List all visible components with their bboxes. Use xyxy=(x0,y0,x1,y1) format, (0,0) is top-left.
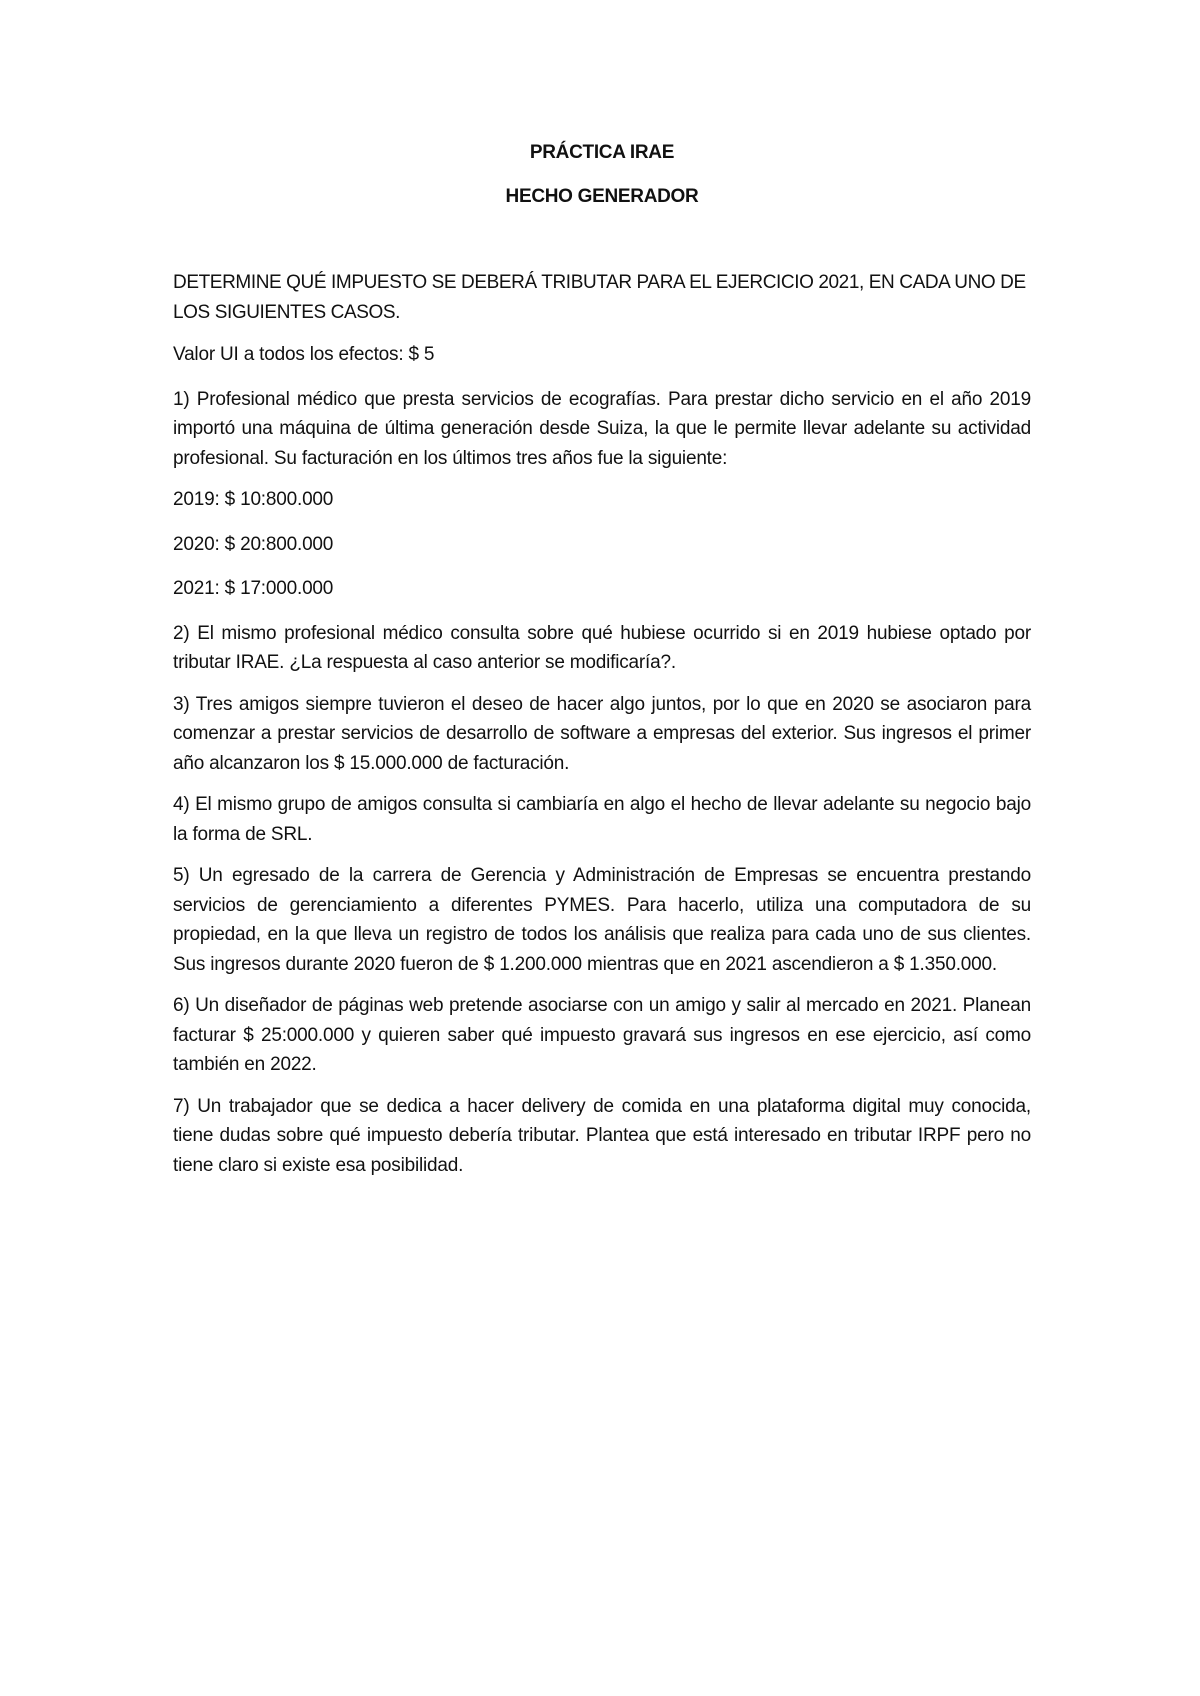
case-6-text: 6) Un diseñador de páginas web pretende asociarse con un amigo y salir al mercado en 2021. Planean facturar $ 25:000.000 y quieren saber qué impuesto gravará sus ingresos en ese ejercicio, así como también en 2022. xyxy=(173,995,1031,1075)
ui-value-text: Valor UI a todos los efectos: $ 5 xyxy=(173,344,435,365)
case-4-text: 4) El mismo grupo de amigos consulta si cambiaría en algo el hecho de llevar adelante su negocio bajo la forma de SRL. xyxy=(173,794,1031,845)
billing-2021: 2021: $ 17:000.000 xyxy=(173,578,334,599)
billing-2019: 2019: $ 10:800.000 xyxy=(173,489,334,510)
case-3-text: 3) Tres amigos siempre tuvieron el deseo de hacer algo juntos, por lo que en 2020 se asociaron para comenzar a prestar servicios de desarrollo de software a empresas del exterior. Sus ingresos el primer año alcanzaron los $ 15.000.000 de facturación. xyxy=(173,693,1031,774)
document-content xyxy=(173,140,1031,1192)
case-5-text: 5) Un egresado de la carrera de Gerencia y Administración de Empresas se encuentra prestando servicios de gerenciamiento a diferentes PYMES. Para hacerlo, utiliza una computadora de su propiedad, en la que lleva un registro de todos los análisis que realiza para cada uno de sus clientes. Sus ingresos durante 2020 fueron de $ 1.200.000 mientras que en 2021 ascendieron a $ 1.350.000. xyxy=(173,865,1031,975)
instructions-text: DETERMINE QUÉ IMPUESTO SE DEBERÁ TRIBUTAR PARA EL EJERCICIO 2021, EN CADA UNO DE LOS SIGUIENTES CASOS. xyxy=(173,272,1026,323)
case-2-text: 2) El mismo profesional médico consulta sobre qué hubiese ocurrido si en 2019 hubiese optado por tributar IRAE. ¿La respuesta al caso anterior se modificaría?. xyxy=(173,622,1031,673)
document-subtitle: HECHO GENERADOR xyxy=(505,186,699,207)
case-7-text: 7) Un trabajador que se dedica a hacer delivery de comida en una plataforma digital muy conocida, tiene dudas sobre qué impuesto debería tributar. Plantea que está interesado en tributar IRPF pero no tiene claro si existe esa posibilidad. xyxy=(173,1095,1031,1176)
billing-2020: 2020: $ 20:800.000 xyxy=(173,533,334,555)
document-title: PRÁCTICA IRAE xyxy=(529,142,675,163)
case-1-text: 1) Profesional médico que presta servicios de ecografías. Para prestar dicho servicio en el año 2019 importó una máquina de última generación desde Suiza, la que le permite llevar adelante su actividad profesional. Su facturación en los últimos tres años fue la siguiente: xyxy=(173,388,1031,469)
